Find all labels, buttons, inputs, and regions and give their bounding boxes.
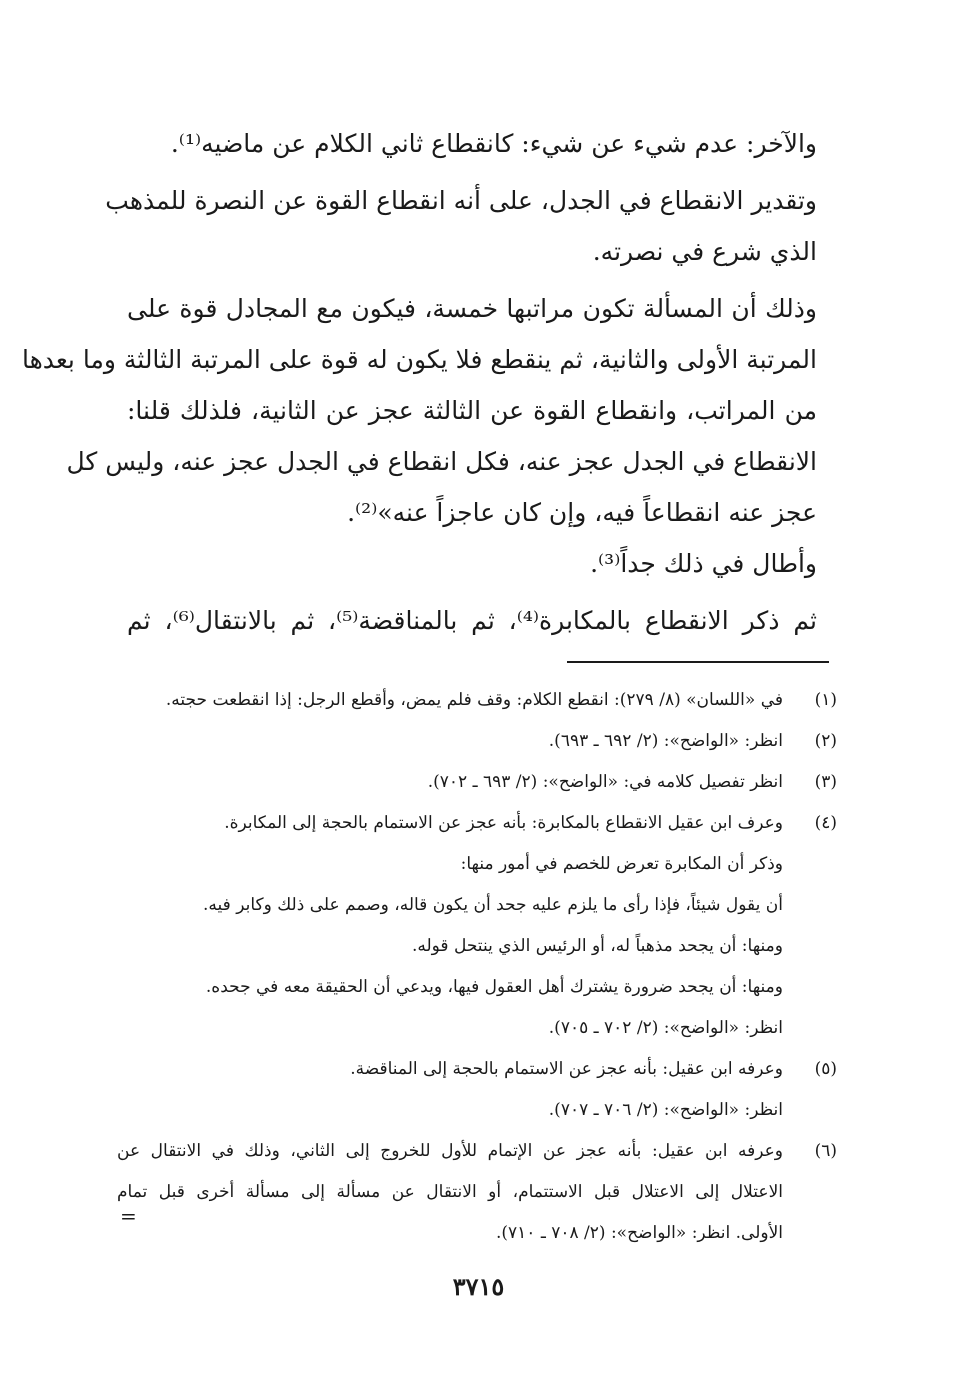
footnote-text: وعرف ابن عقيل الانقطاع بالمكابرة: بأنه عجز عن الاستمام بالحجة إلى المكابرة. [224, 813, 783, 833]
body-line: الذي شرع في نصرته. [592, 237, 817, 266]
footnote-number: (٤) [814, 813, 837, 833]
footnote-number: (٣) [814, 772, 837, 792]
footnote-text: انظر: «الواضح»: (٢/ ٦٩٢ ـ ٦٩٣). [548, 731, 783, 751]
footnote-separator [567, 661, 829, 663]
body-line: عجز عنه انقطاعاً فيه، وإن كان عاجزاً عنه»⁽²⁾. [347, 498, 817, 527]
footnote-row [117, 1131, 837, 1172]
footnotes [117, 680, 837, 1254]
footnote-row [117, 721, 837, 762]
body-line: الانقطاع في الجدل عجز عنه، فكل انقطاع في الجدل عجز عنه، وليس كل [66, 447, 817, 476]
body-line: والآخر: عدم شيء عن شيء: كانقطاع ثاني الكلام عن ماضيه⁽¹⁾. [170, 129, 817, 158]
footnote-text: انظر: «الواضح»: (٢/ ٧٠٢ ـ ٧٠٥). [548, 1018, 783, 1038]
footnote-number: (٢) [814, 731, 837, 751]
page-number: ٣٧١٥ [452, 1272, 505, 1301]
footnote-text: ومنها: أن يجحد ضرورة يشترك أهل العقول فيها، ويدعي أن الحقيقة معه في جحده. [205, 977, 783, 997]
footnote-row [117, 844, 837, 885]
footnote-row [117, 762, 837, 803]
footnote-text: الأولى. انظر: «الواضح»: (٢/ ٧٠٨ ـ ٧١٠). [495, 1223, 783, 1243]
footnote-number: (٦) [814, 1141, 837, 1161]
footnote-number: (١) [814, 690, 837, 710]
footnote-text: الاعتلال إلى الاعتلال قبل الاستتمام، أو الانتقال عن مسألة إلى مسألة أخرى قبل تمام [117, 1182, 783, 1202]
footnote-text: ومنها: أن يجحد مذهباً له، أو الرئيس الذي ينتحل قوله. [411, 936, 783, 956]
footnote-row [117, 885, 837, 926]
footnote-text: وعرفه ابن عقيل: بأنه عجز عن الاستمام بالحجة إلى المناقضة. [350, 1059, 783, 1079]
continuation-mark: = [120, 1204, 137, 1228]
footnote-row [117, 1213, 837, 1254]
footnote-row [117, 1172, 837, 1213]
body-line: المرتبة الأولى والثانية، ثم ينقطع فلا يكون له قوة على المرتبة الثالثة وما بعدها [21, 345, 817, 374]
body-line: وأطال في ذلك جداً⁽³⁾. [590, 549, 817, 578]
body-line: ثم ذكر الانقطاع بالمكابرة⁽⁴⁾، ثم بالمناقضة⁽⁵⁾، ثم بالانتقال⁽⁶⁾، ثم [127, 606, 817, 635]
footnote-row [117, 803, 837, 844]
main-text [21, 118, 817, 646]
footnote-row [117, 1090, 837, 1131]
footnote-row [117, 1049, 837, 1090]
footnote-row [117, 926, 837, 967]
footnote-row [117, 967, 837, 1008]
footnote-text: أن يقول شيئاً، فإذا رأى ما يلزم عليه جحد أن يكون قاله، وصمم على ذلك وكابر فيه. [203, 895, 783, 915]
body-line: وتقدير الانقطاع في الجدل، على أنه انقطاع القوة عن النصرة للمذهب [105, 186, 817, 215]
footnote-text: انظر تفصيل كلامه في: «الواضح»: (٢/ ٦٩٣ ـ ٧٠٢). [427, 772, 783, 792]
footnote-text: وذكر أن المكابرة تعرض للخصم في أمور منها: [460, 854, 783, 874]
footnote-row [117, 680, 837, 721]
footnote-number: (٥) [814, 1059, 837, 1079]
footnote-row [117, 1008, 837, 1049]
footnote-text: وعرفه ابن عقيل: بأنه عجز عن الإتمام للأول للخروج إلى الثاني، وذلك في الانتقال عن [117, 1141, 783, 1161]
footnote-text: في «اللسان» (٨/ ٢٧٩): انقطع الكلام: وقف فلم يمض، وأقطع الرجل: إذا انقطعت حجته. [165, 690, 783, 710]
body-line: من المراتب، وانقطاع القوة عن الثالثة عجز عن الثانية، فلذلك قلنا: [127, 396, 817, 425]
footnote-text: انظر: «الواضح»: (٢/ ٧٠٦ ـ ٧٠٧). [548, 1100, 783, 1120]
body-line: وذلك أن المسألة تكون مراتبها خمسة، فيكون مع المجادل قوة على [127, 294, 817, 323]
